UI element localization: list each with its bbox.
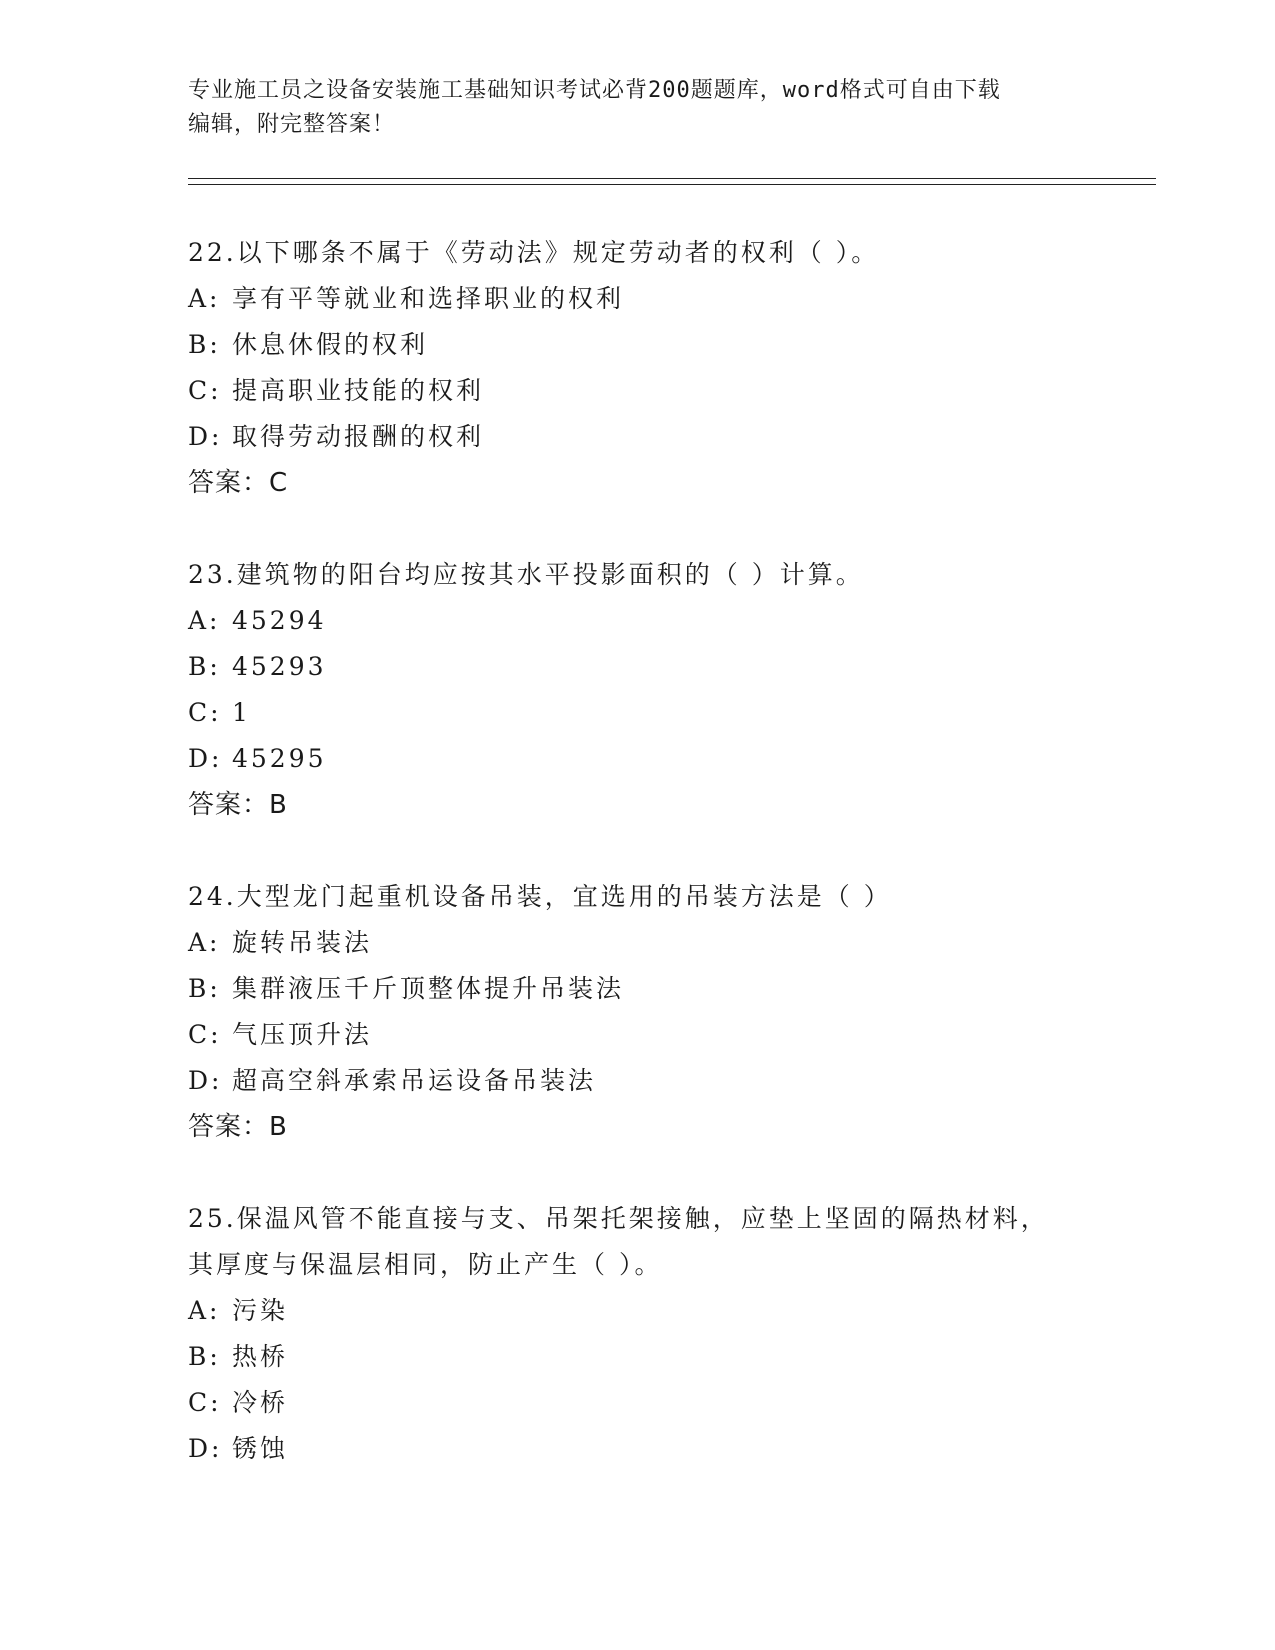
option-item — [188, 368, 1128, 414]
document-header — [188, 74, 1068, 142]
option-item — [188, 736, 1128, 782]
option-text: 45294 — [232, 606, 327, 635]
question-stem-continued: 其厚度与保温层相同，防止产生（ ）。 — [188, 1250, 663, 1279]
question-item — [188, 1196, 1128, 1472]
option-letter: D: — [188, 1066, 223, 1095]
option-letter: B: — [188, 652, 221, 681]
option-letter: B: — [188, 974, 221, 1003]
option-text: 休息休假的权利 — [232, 330, 429, 359]
option-text: 集群液压千斤顶整体提升吊装法 — [232, 974, 625, 1003]
option-text: 45293 — [232, 652, 327, 681]
option-item — [188, 1288, 1128, 1334]
option-text: 冷桥 — [232, 1388, 289, 1417]
header-title-line1: 专业施工员之设备安装施工基础知识考试必背200题题库，word格式可自由下载 — [188, 78, 1001, 103]
option-item — [188, 1012, 1128, 1058]
option-letter: A: — [188, 1296, 221, 1325]
option-item — [188, 644, 1128, 690]
option-item — [188, 414, 1128, 460]
option-letter: D: — [188, 744, 223, 773]
option-item — [188, 598, 1128, 644]
option-item — [188, 1058, 1128, 1104]
question-item — [188, 552, 1128, 828]
option-letter: D: — [188, 422, 223, 451]
question-item — [188, 874, 1128, 1150]
option-letter: D: — [188, 1434, 223, 1463]
header-divider-bottom — [188, 184, 1156, 185]
option-letter: A: — [188, 928, 221, 957]
question-item — [188, 230, 1128, 506]
option-letter: A: — [188, 606, 221, 635]
option-text: 1 — [232, 698, 251, 727]
option-text: 污染 — [232, 1296, 289, 1325]
answer-label: 答案：C — [188, 468, 289, 498]
answer-label: 答案：B — [188, 1112, 288, 1142]
option-text: 旋转吊装法 — [232, 928, 373, 957]
option-letter: C: — [188, 1020, 222, 1049]
option-item — [188, 322, 1128, 368]
option-letter: B: — [188, 1342, 221, 1371]
option-item — [188, 966, 1128, 1012]
answer-label: 答案：B — [188, 790, 288, 820]
option-text: 气压顶升法 — [232, 1020, 373, 1049]
option-item — [188, 690, 1128, 736]
question-stem: 23.建筑物的阳台均应按其水平投影面积的（ ）计算。 — [188, 560, 864, 589]
question-stem: 24.大型龙门起重机设备吊装，宜选用的吊装方法是（ ） — [188, 882, 892, 911]
option-text: 超高空斜承索吊运设备吊装法 — [232, 1066, 597, 1095]
option-item — [188, 920, 1128, 966]
header-title-line2: 编辑，附完整答案！ — [188, 112, 396, 137]
option-text: 享有平等就业和选择职业的权利 — [232, 284, 625, 313]
question-stem: 22.以下哪条不属于《劳动法》规定劳动者的权利（ ）。 — [188, 238, 880, 267]
question-stem: 25.保温风管不能直接与支、吊架托架接触，应垫上坚固的隔热材料， — [188, 1204, 1049, 1233]
option-letter: C: — [188, 1388, 222, 1417]
option-letter: B: — [188, 330, 221, 359]
option-item — [188, 1334, 1128, 1380]
option-letter: A: — [188, 284, 221, 313]
option-letter: C: — [188, 376, 222, 405]
header-divider-top — [188, 178, 1156, 179]
option-text: 锈蚀 — [232, 1434, 289, 1463]
option-text: 45295 — [232, 744, 327, 773]
option-letter: C: — [188, 698, 222, 727]
question-list — [188, 230, 1128, 1518]
option-item — [188, 1380, 1128, 1426]
option-text: 提高职业技能的权利 — [232, 376, 485, 405]
option-item — [188, 1426, 1128, 1472]
option-text: 热桥 — [232, 1342, 289, 1371]
option-item — [188, 276, 1128, 322]
option-text: 取得劳动报酬的权利 — [232, 422, 485, 451]
